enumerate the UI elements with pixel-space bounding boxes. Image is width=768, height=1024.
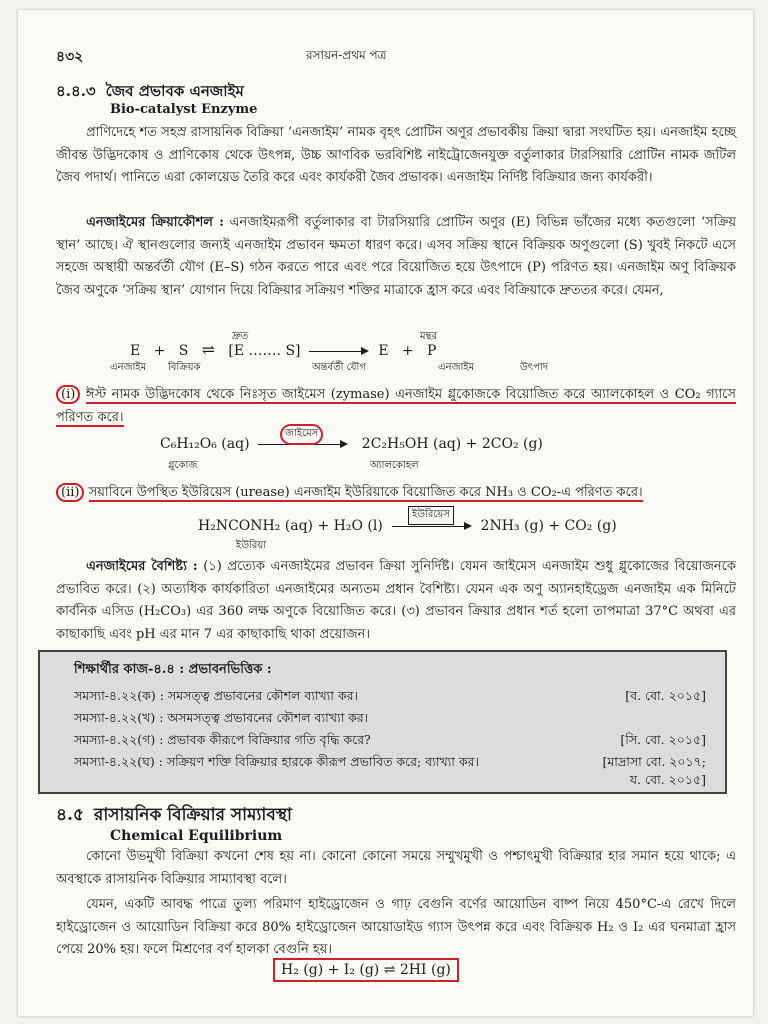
task-row xyxy=(74,710,714,730)
running-head: রসায়ন-প্রথম পত্র xyxy=(306,48,387,62)
example-1-text: ঈস্ট নামক উদ্ভিদকোষ থেকে নিঃসৃত জাইমেস (zymase) এনজাইম গ্লুকোজকে বিয়োজিত করে অ্যালকোহল ও CO₂ গ্যাসে পরিণত করে। xyxy=(56,387,736,425)
section-45-heading xyxy=(56,802,292,830)
section-443-title-en: Bio-catalyst Enzyme xyxy=(110,102,258,117)
features-text: (১) প্রত্যেক এনজাইমের প্রভাবন ক্রিয়া সুনির্দিষ্ট। যেমন জাইমেস এনজাইম শুধু গ্লুকোজের বিয়োজনকে প্রভাবিত করে। (২) অত্যধিক কার্যকারিতা এনজাইমের অন্যতম প্রধান বৈশিষ্ট্য। যেমন এক অণু অ্যানহাইড্রেজ এনজাইম এক মিনিটে কার্বনিক এসিড (H₂CO₃) এর 360 লক্ষ অণুকে বিয়োজিত করে। (৩) প্রভাবন ক্রিয়ার প্রধান শর্ত হলো তাপমাত্রা 37°C অথবা এর কাছাকাছি এবং pH এর মান 7 এর কাছাকাছি থাকা প্রয়োজন। xyxy=(56,559,736,642)
label-enzyme: এনজাইম xyxy=(110,362,147,373)
label-slow: মন্থর xyxy=(420,331,437,342)
eq-enzyme-product: E xyxy=(378,343,389,359)
section-443-para2 xyxy=(56,212,736,302)
eq-intermediate: [E ……. S] xyxy=(228,343,301,359)
label-intermediate: অন্তর্বর্তী যৌগ xyxy=(312,362,366,373)
task-source: য. বো. ২০১৫] xyxy=(629,772,706,787)
equilibrium-arrow-icon: ⇌ xyxy=(201,340,216,359)
page-header xyxy=(56,45,736,67)
section-45-number: ৪.৫ xyxy=(56,805,84,825)
section-443-title: জৈব প্রভাবক এনজাইম xyxy=(105,82,244,100)
task-source: [সি. বো. ২০১৫] xyxy=(620,732,706,747)
section-45-para2: যেমন, একটি আবদ্ধ পাত্রে তুল্য পরিমাণ হাইড্রোজেন ও গাঢ় বেগুনি বর্ণের আয়োডিন বাষ্প নিয়ে 450°C-এ রেখে দিলে হাইড্রোজেন ও আয়োডিন বিক্রিয়া করে 80% হাইড্রোজেন আয়োডাইড গ্যাস উৎপন্ন করে এবং বিক্রিয়ক H₂ ও I₂ এর ঘনমাত্রা হ্রাস পেয়ে 20% হয়। ফলে মিশ্রণের বর্ণ হালকা বেগুনি হয়। xyxy=(56,897,736,957)
section-45-title-en: Chemical Equilibrium xyxy=(110,828,283,844)
zymase-eq-rhs: 2C₂H₅OH (aq) + 2CO₂ (g) xyxy=(361,436,543,452)
section-45-title: রাসায়নিক বিক্রিয়ার সাম্যাবস্থা xyxy=(93,805,292,825)
task-source: [ব. বো. ২০১৫] xyxy=(625,688,706,703)
zymase-eq-lhs: C₆H₁₂O₆ (aq) xyxy=(160,436,250,452)
forward-arrow-icon xyxy=(309,344,369,358)
zymase-catalyst-label: জাইমেস xyxy=(280,424,323,445)
page-number: ৪৩২ xyxy=(56,49,84,65)
task-row xyxy=(74,732,714,752)
example-2-text: সয়াবিনে উপস্থিত ইউরিয়েস (urease) এনজাইম ইউরিয়াকে বিয়োজিত করে NH₃ ও CO₂-এ পরিণত করে। xyxy=(88,485,643,500)
task-source: [মাদ্রাসা বো. ২০১৭; xyxy=(602,754,706,769)
section-443-number: ৪.৪.৩ xyxy=(56,82,96,100)
task-text: সমস্যা-৪.২২(ঘ) : সক্রিয়ণ শক্তি বিক্রিয়ার হারকে কীরূপ প্রভাবিত করে; ব্যাখ্যা কর। xyxy=(74,754,479,769)
features-label: এনজাইমের বৈশিষ্ট্য : xyxy=(86,559,198,574)
hi-equilibrium-equation xyxy=(273,962,459,978)
label-product: উৎপাদ xyxy=(520,362,549,373)
mechanism-label: এনজাইমের ক্রিয়াকৌশল : xyxy=(86,215,224,230)
enzyme-features-para xyxy=(56,556,736,646)
example-1 xyxy=(56,384,736,429)
section-45-para1: কোনো উভমুখী বিক্রিয়া কখনো শেষ হয় না। কোনো কোনো সময়ে সম্মুখমুখী ও পশ্চাৎমুখী বিক্রিয়ার হার সমান হয়ে থাকে; এ অবস্থাকে রাসায়নিক বিক্রিয়ার সাম্যাবস্থা বলে। xyxy=(56,849,736,887)
label-reactant: বিক্রিয়ক xyxy=(168,362,201,373)
eq-plus: + xyxy=(153,343,166,359)
document-page xyxy=(18,10,753,1016)
alcohol-label: অ্যালকোহল xyxy=(370,460,419,471)
urease-catalyst-label: ইউরিয়েস xyxy=(408,506,454,525)
student-task-box xyxy=(38,650,727,794)
example-2 xyxy=(56,482,736,505)
glucose-label: গ্লুকোজ xyxy=(168,460,198,471)
eq-plus: + xyxy=(401,343,414,359)
urease-eq-rhs: 2NH₃ (g) + CO₂ (g) xyxy=(480,518,617,534)
eq-enzyme: E xyxy=(130,343,141,359)
label-enzyme-2: এনজাইম xyxy=(438,362,475,373)
task-text: সমস্যা-৪.২২(গ) : প্রভাবক কীরূপে বিক্রিয়ার গতি বৃদ্ধি করে? xyxy=(74,732,371,747)
mechanism-text: এনজাইমরূপী বর্তুলাকার বা টারসিয়ারি প্রোটিন অণুর (E) বিভিন্ন ভাঁজের মধ্যে কতগুলো ‘সক্রিয় স্থান’ আছে। ঐ স্থানগুলোর জন্যই এনজাইম প্রভাবন ক্ষমতা ধারণ করে। এসব সক্রিয় স্থানে বিক্রিয়ক অণুগুলো (S) খুবই নিকটে এসে সহজে অস্থায়ী অন্তর্বর্তী যৌগ (E–S) গঠন করতে পারে এবং পরে বিয়োজিত হয়ে উৎপাদে (P) পরিণত হয়। এনজাইম অণু বিক্রিয়ক জৈব অণুকে ‘সক্রিয় স্থান’ যোগান দিয়ে বিক্রিয়ার সক্রিয়ণ শক্তির মাত্রাকে হ্রাস করে এবং বিক্রিয়াকে দ্রুততর করে। যেমন, xyxy=(56,215,736,298)
urea-label: ইউরিয়া xyxy=(236,540,267,551)
urease-eq-lhs: H₂NCONH₂ (aq) + H₂O (l) xyxy=(198,518,383,534)
label-fast: দ্রুত xyxy=(232,331,249,342)
general-enzyme-equation xyxy=(130,340,436,359)
task-row xyxy=(74,688,714,708)
task-box-title: শিক্ষার্থীর কাজ-৪.৪ : প্রভাবনভিত্তিক : xyxy=(74,662,272,677)
example-1-marker: (i) xyxy=(56,385,80,404)
eq-product: P xyxy=(427,343,437,359)
task-text: সমস্যা-৪.২২(ক) : সমসত্ত্ব প্রভাবনের কৌশল ব্যাখ্যা কর। xyxy=(74,688,358,703)
section-443-para1: প্রাণিদেহে শত সহস্র রাসায়নিক বিক্রিয়া ‘এনজাইম’ নামক বৃহৎ প্রোটিন অণুর প্রভাবকীয় ক্রিয়া দ্বারা সংঘটিত হয়। এনজাইম হচ্ছে জীবন্ত উদ্ভিদকোষ ও প্রাণিকোষ থেকে উৎপন্ন, উচ্চ আণবিক ভরবিশিষ্ট নাইট্রোজেনযুক্ত বর্তুলাকার টারসিয়ারি প্রোটিন নামক জটিল জৈব পদার্থ। পানিতে এরা কোলয়েড তৈরি করে এবং কার্যকরী জৈব প্রভাবক। এনজাইম নির্দিষ্ট বিক্রিয়ার জন্য কার্যকরী। xyxy=(56,125,736,185)
task-text: সমস্যা-৪.২২(খ) : অসমসত্ত্ব প্রভাবনের কৌশল ব্যাখ্যা কর। xyxy=(74,710,369,725)
eq-substrate: S xyxy=(178,343,189,359)
zymase-equation xyxy=(160,436,543,452)
task-row xyxy=(74,754,714,774)
example-2-marker: (ii) xyxy=(56,483,84,502)
hi-equation-text: H₂ (g) + I₂ (g) ⇌ 2HI (g) xyxy=(273,958,459,982)
